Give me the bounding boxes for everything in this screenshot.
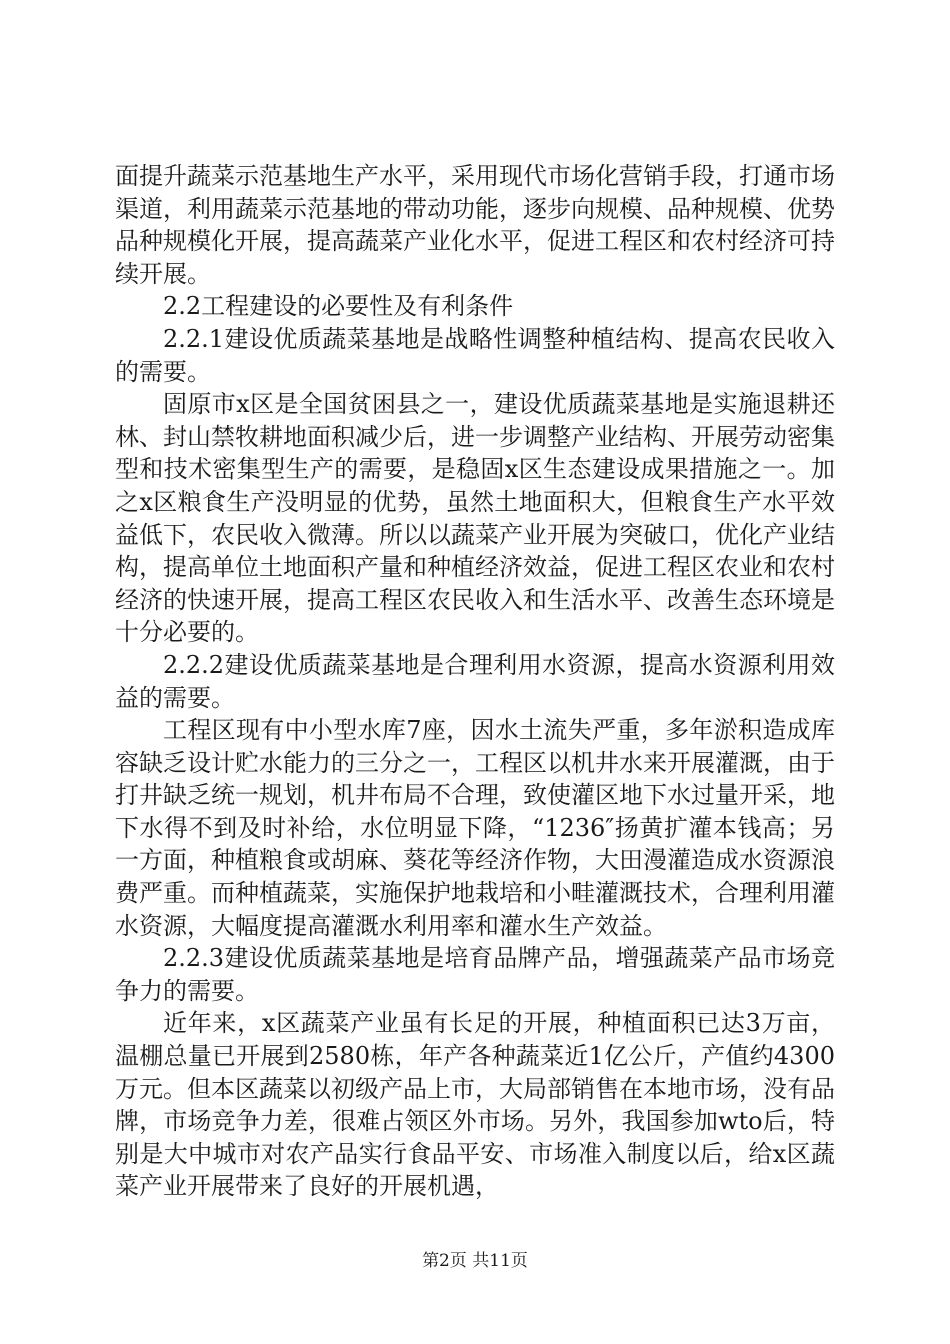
subsection-heading-2-2-2: 2.2.2建设优质蔬菜基地是合理利用水资源，提高水资源利用效益的需要。 (115, 650, 835, 712)
page-number: 第2页 共11页 (422, 1251, 528, 1271)
page-footer (0, 1246, 950, 1271)
section-heading-2-2: 2.2工程建设的必要性及有利条件 (163, 292, 514, 321)
paragraph-3: 固原市x区是全国贫困县之一，建设优质蔬菜基地是实施退耕还林、封山禁牧耕地面积减少后，进一步调整产业结构、开展劳动密集型和技术密集型生产的需要，是稳固x区生态建设成果措施之一。加之x区粮食生产没明显的优势，虽然土地面积大，但粮食生产水平效益低下，农民收入微薄。所以以蔬菜产业开展为突破口，优化产业结构，提高单位土地面积产量和种植经济效益，促进工程区农业和农村经济的快速开展，提高工程区农民收入和生活水平、改善生态环境是十分必要的。 (115, 390, 835, 647)
subsection-heading-2-2-1: 2.2.1建设优质蔬菜基地是战略性调整种植结构、提高农民收入的需要。 (115, 324, 835, 386)
paragraph-0: 面提升蔬菜示范基地生产水平，采用现代市场化营销手段，打通市场渠道，利用蔬菜示范基地的带动功能，逐步向规模、品种规模、优势品种规模化开展，提高蔬菜产业化水平，促进工程区和农村经济可持续开展。 (115, 162, 835, 288)
paragraph-5: 工程区现有中小型水库7座，因水土流失严重，多年淤积造成库容缺乏设计贮水能力的三分之一，工程区以机井水来开展灌溉，由于打井缺乏统一规划，机井布局不合理，致使灌区地下水过量开采，地下水得不到及时补给，水位明显下降，“1236″扬黄扩灌本钱高；另一方面，种植粮食或胡麻、葵花等经济作物，大田漫灌造成水资源浪费严重。而种植蔬菜，实施保护地栽培和小畦灌溉技术，合理利用灌水资源，大幅度提高灌溉水利用率和灌水生产效益。 (115, 716, 835, 940)
subsection-heading-2-2-3: 2.2.3建设优质蔬菜基地是培育品牌产品，增强蔬菜产品市场竞争力的需要。 (115, 944, 835, 1005)
document-body (115, 160, 835, 1203)
paragraph-7: 近年来，x区蔬菜产业虽有长足的开展，种植面积已达3万亩，温棚总量已开展到2580栋，年产各种蔬菜近1亿公斤，产值约4300万元。但本区蔬菜以初级产品上市，大局部销售在本地市场，没有品牌，市场竞争力差，很难占领区外市场。另外，我国参加wto后，特别是大中城市对农产品实行食品平安、市场准入制度以后，给x区蔬菜产业开展带来了良好的开展机遇， (115, 1009, 835, 1201)
